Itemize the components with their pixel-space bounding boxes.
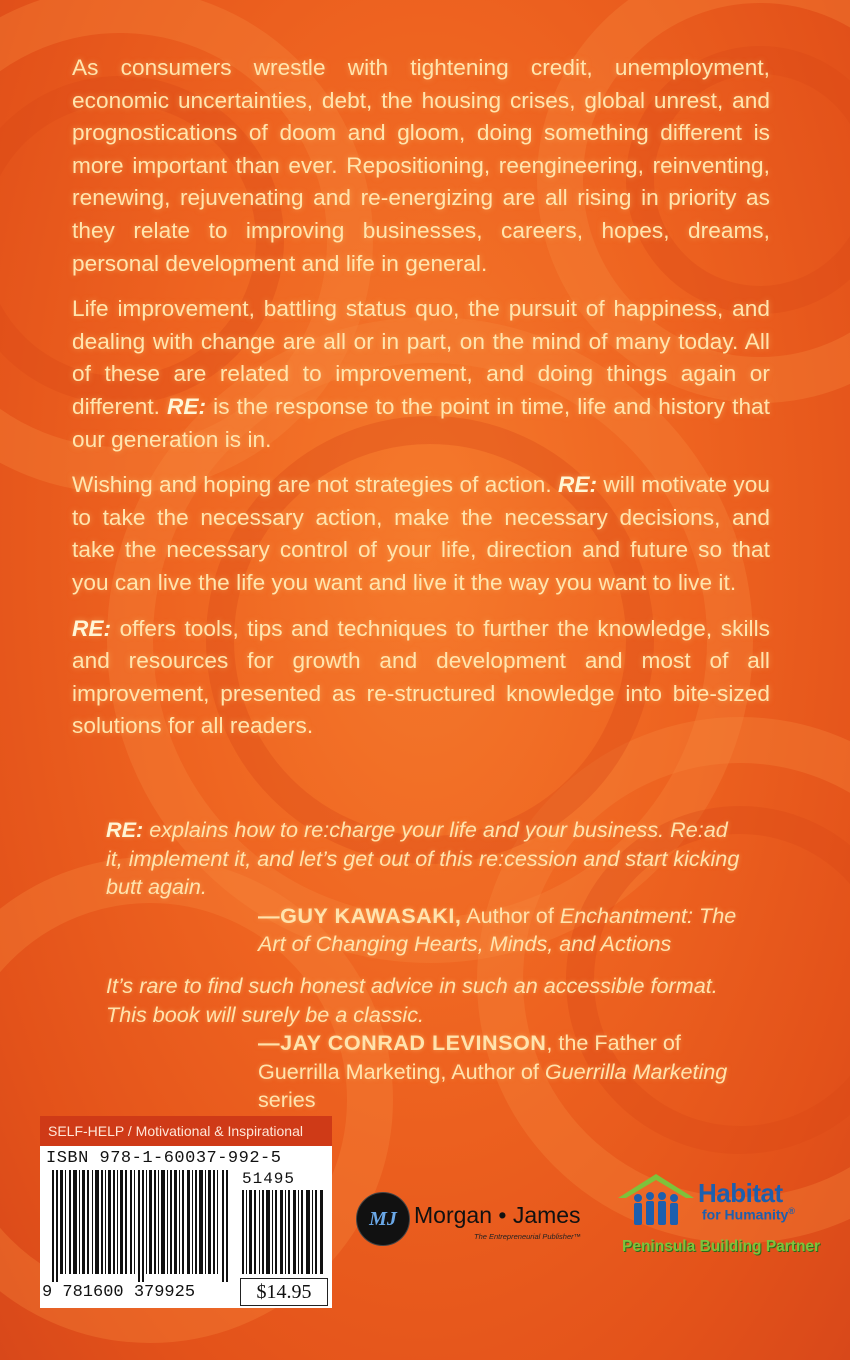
endorsement-quote-levinson [106, 972, 746, 1115]
price: $14.95 [240, 1278, 328, 1306]
barcode-addon-number: 51495 [242, 1170, 296, 1188]
quote-attribution [106, 902, 746, 959]
habitat-partner-label: Peninsula Building Partner [622, 1238, 821, 1255]
paragraph-1: As consumers wrestle with tightening credit, unemployment, economic uncertainties, debt, the housing crises, global unrest, and prognostications of doom and gloom, doing something different is more important than ever. Repositioning, reengineering, reinventing, renewing, rejuvenating and re-energizing are all rising in priority as they relate to improving businesses, careers, hopes, dreams, personal development and life in general. [72, 55, 770, 276]
re-mark: RE: [72, 615, 112, 641]
quote-text: explains how to re:charge your life and your business. Re:ad it, implement it, and let’s get out of this re:cession and start kicking butt again. [106, 817, 740, 900]
addon-barcode-bars [240, 1190, 326, 1274]
habitat-name [698, 1178, 783, 1209]
publisher-name: Morgan • James [414, 1202, 581, 1228]
publisher-logo-letters: MJ [369, 1208, 397, 1230]
quote-author-role: Author of [461, 902, 560, 928]
morgan-james-emblem-icon [356, 1192, 410, 1246]
publisher-tagline: The Entrepreneurial Publisher™ [474, 1232, 582, 1241]
quote-work-title: Enchantment: The Art of Changing Hearts, Minds, and Actions [258, 902, 737, 957]
isbn-barcode [40, 1146, 332, 1308]
re-mark: RE: [167, 393, 207, 419]
paragraph-3-text-a: Wishing and hoping are not strategies of action. [72, 472, 552, 498]
quote-work-suffix: series [258, 1087, 316, 1113]
isbn-number: ISBN 978-1-60037-992-5 [46, 1149, 282, 1168]
habitat-subtitle-text: for Humanity [702, 1206, 789, 1223]
quote-author: —GUY KAWASAKI, [258, 902, 462, 928]
quote-author: —JAY CONRAD LEVINSON [258, 1030, 547, 1056]
endorsement-quote-kawasaki [106, 816, 746, 959]
re-mark: RE: [558, 472, 598, 498]
publisher-logo [356, 1192, 606, 1252]
re-mark: RE: [106, 817, 144, 842]
description-text [72, 52, 770, 756]
paragraph-3-text-b: will motivate you to take the necessary action, make the necessary decisions, and take the necessary control of your life, direction and future so that you can live the life you want and live it the way you want to live it. [72, 472, 770, 595]
quote-work-title: Guerrilla Marketing [544, 1058, 728, 1084]
habitat-for-humanity-logo [614, 1172, 821, 1260]
paragraph-2-text-a: Life improvement, battling status quo, the pursuit of happiness, and dealing with change are all or in part, on the mind of many today. All of these are related to improvement, and doing things again or different. [72, 296, 770, 419]
ean-number: 9 781600 379925 [42, 1283, 196, 1302]
quote-body [106, 816, 746, 902]
paragraph-2 [72, 293, 770, 456]
habitat-name-text: Habitat [698, 1178, 783, 1208]
paragraph-4 [72, 613, 770, 743]
habitat-subtitle [702, 1206, 795, 1223]
ean-barcode-bars [46, 1170, 234, 1282]
paragraph-2-text-b: is the response to the point in time, life and history that our generation is in. [72, 393, 770, 452]
registered-mark: ® [788, 1206, 795, 1216]
paragraph-3 [72, 469, 770, 599]
habitat-house-icon [616, 1172, 696, 1234]
category-label: SELF-HELP / Motivational & Inspirational [40, 1116, 332, 1146]
paragraph-4-text-b: offers tools, tips and techniques to further the knowledge, skills and resources for growth and development and most of all improvement, presented as re-structured knowledge into bite-sized solutions for all readers. [72, 615, 770, 739]
quote-body: It’s rare to find such honest advice in such an accessible format. This book will surely be a classic. [106, 973, 718, 1027]
quote-author-role: , the Father of Guerrilla Marketing, Author of [258, 1030, 681, 1084]
quote-attribution [106, 1029, 746, 1115]
